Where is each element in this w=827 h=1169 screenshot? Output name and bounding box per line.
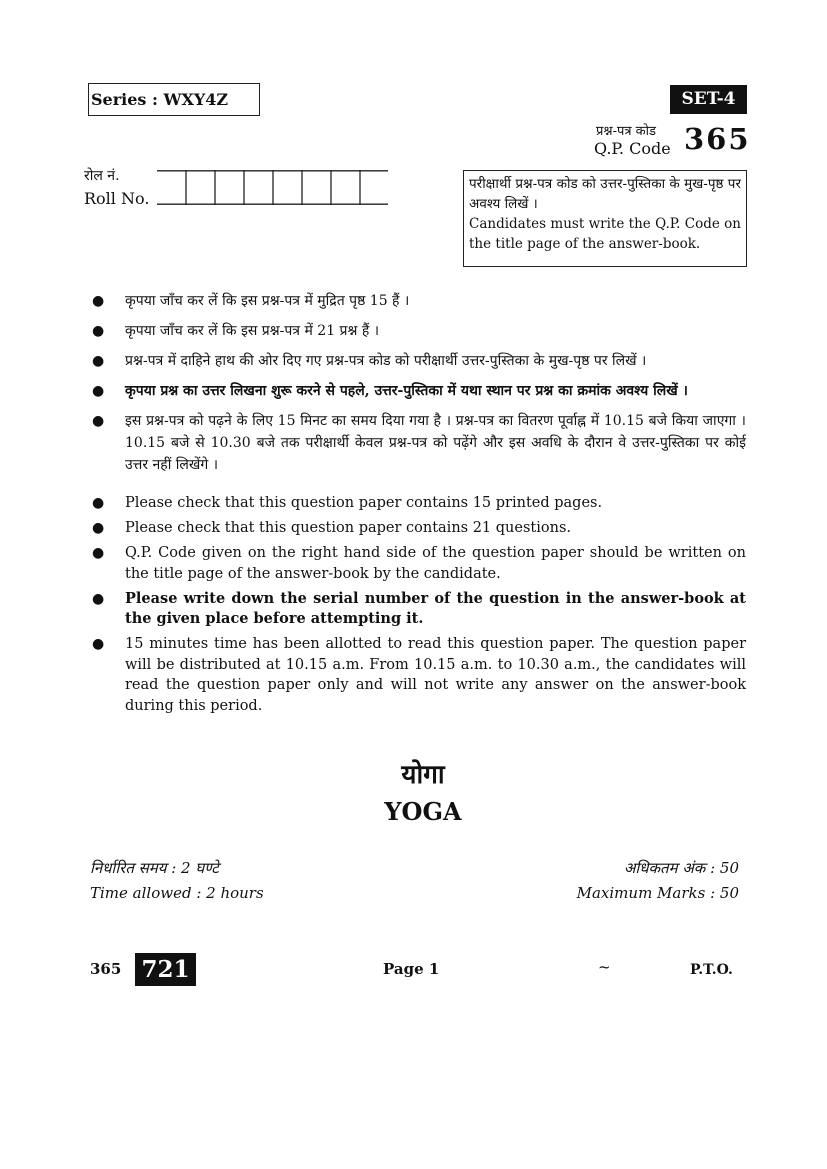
notice-english: Candidates must write the Q.P. Code on the title page of the answer-book.	[469, 216, 741, 252]
max-marks-hindi: अधिकतम अंक : 50	[623, 859, 739, 877]
list-item: ● Please check that this question paper contains 15 printed pages.	[90, 493, 746, 514]
bullet-icon: ●	[92, 520, 105, 536]
time-allowed-hindi: निर्धारित समय : 2 घण्टे	[90, 859, 219, 877]
max-marks: Maximum Marks : 50	[576, 884, 739, 902]
instructions-hindi	[90, 290, 746, 484]
qp-code-label-hindi: प्रश्न-पत्र कोड	[596, 124, 656, 139]
footer-tilde: ~	[598, 958, 611, 976]
bullet-icon: ●	[92, 590, 105, 607]
list-item: ● कृपया जाँच कर लें कि इस प्रश्न-पत्र में 21 प्रश्न हैं ।	[90, 320, 746, 342]
bullet-icon: ●	[92, 495, 105, 511]
set-badge: SET-4	[670, 85, 747, 114]
bullet-icon: ●	[92, 323, 105, 339]
qp-code-number: 365	[684, 122, 751, 156]
bullet-icon: ●	[92, 353, 105, 369]
qp-code-notice-box	[463, 170, 747, 267]
list-item: ● Q.P. Code given on the right hand side of the question paper should be written on the title page of the answer-book by the candidate.	[92, 545, 746, 582]
series-box: Series : WXY4Z	[88, 83, 260, 116]
pto-label: P.T.O.	[690, 962, 733, 978]
roll-label-hindi: रोल नं.	[84, 168, 120, 184]
list-item: ● Please write down the serial number of the question in the answer-book at the given place before attempting it.	[92, 589, 746, 627]
list-item: ● 15 minutes time has been allotted to read this question paper. The question paper will be distributed at 10.15 a.m. From 10.15 a.m. to 10.30 a.m., the candidates will read the question paper only and will not write any answer on the answer-book during this period.	[92, 636, 746, 714]
roll-label: Roll No.	[84, 189, 150, 208]
bullet-icon: ●	[92, 293, 105, 309]
list-item: ● कृपया जाँच कर लें कि इस प्रश्न-पत्र में मुद्रित पृष्ठ 15 हैं ।	[90, 290, 746, 312]
page-number: Page 1	[383, 960, 440, 978]
list-item: ● प्रश्न-पत्र में दाहिने हाथ की ओर दिए गए प्रश्न-पत्र कोड को परीक्षार्थी उत्तर-पुस्तिका के मुख-पृष्ठ पर लिखें ।	[90, 350, 746, 372]
bullet-icon: ●	[92, 383, 105, 399]
footer-qp-code: 365	[90, 960, 122, 978]
list-item: ● कृपया प्रश्न का उत्तर लिखना शुरू करने से पहले, उत्तर-पुस्तिका में यथा स्थान पर प्रश्न का क्रमांक अवश्य लिखें ।	[90, 380, 746, 402]
subject-title: YOGA	[384, 797, 462, 826]
bullet-icon: ●	[92, 413, 105, 429]
bullet-icon: ●	[92, 636, 105, 652]
qp-code-label: Q.P. Code	[594, 139, 671, 158]
instructions-english	[90, 493, 746, 721]
roll-number-boxes[interactable]	[157, 170, 388, 205]
time-allowed: Time allowed : 2 hours	[90, 884, 264, 902]
list-item: ● इस प्रश्न-पत्र को पढ़ने के लिए 15 मिनट का समय दिया गया है । प्रश्न-पत्र का वितरण पूर्वाह्न में 10.15 बजे किया जाएगा । 10.15 बजे से 10.30 बजे तक परीक्षार्थी केवल प्रश्न-पत्र को पढ़ेंगे और इस अवधि के दौरान वे उत्तर-पुस्तिका पर कोई उत्तर नहीं लिखेंगे ।	[90, 410, 746, 476]
bullet-icon: ●	[92, 545, 105, 561]
notice-hindi: परीक्षार्थी प्रश्न-पत्र कोड को उत्तर-पुस्तिका के मुख-पृष्ठ पर अवश्य लिखें ।	[469, 176, 741, 212]
list-item: ● Please check that this question paper contains 21 questions.	[90, 518, 746, 539]
subject-title-hindi: योगा	[401, 760, 445, 790]
footer-code-box: 721	[135, 953, 196, 986]
